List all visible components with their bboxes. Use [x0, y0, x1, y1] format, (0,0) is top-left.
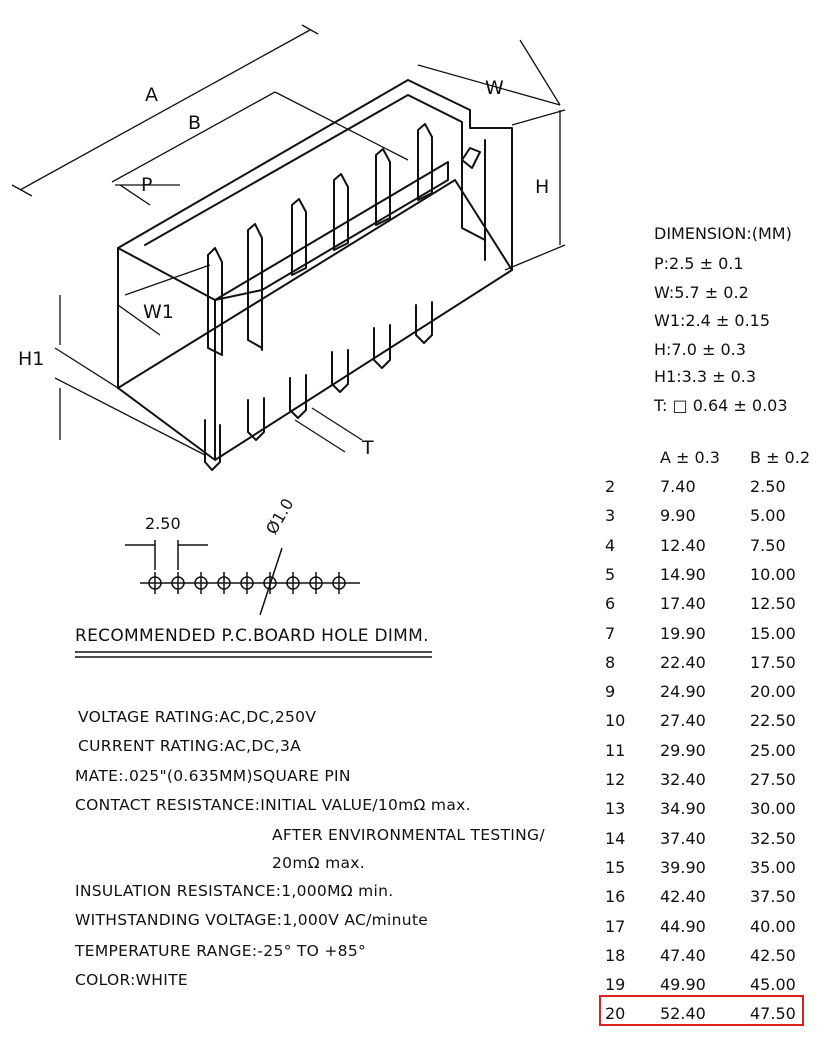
table-cell-positions: 13 [605, 799, 626, 819]
table-cell-a: 42.40 [660, 887, 706, 907]
table-cell-a: 9.90 [660, 506, 696, 526]
spec-contact-resistance-max: 20mΩ max. [272, 854, 365, 872]
housing-bottom-edge [118, 180, 512, 388]
table-cell-b: 20.00 [750, 682, 796, 702]
table-cell-positions: 9 [605, 682, 616, 702]
label-w: W [485, 77, 504, 99]
table-cell-b: 45.00 [750, 975, 796, 995]
table-cell-a: 52.40 [660, 1004, 706, 1024]
table-cell-b: 42.50 [750, 945, 796, 965]
table-cell-b: 35.00 [750, 857, 796, 877]
table-cell-positions: 12 [605, 770, 626, 789]
table-cell-b: 12.50 [750, 594, 796, 614]
table-cell-b: 7.50 [750, 535, 786, 555]
table-cell-b: 2.50 [750, 477, 786, 496]
table-cell-b: 10.00 [750, 564, 796, 584]
table-cell-positions: 11 [605, 740, 626, 760]
table-cell-a: 37.40 [660, 828, 706, 848]
hole-diameter-label: Ø1.0 [262, 495, 298, 538]
table-cell-a: 7.40 [660, 477, 696, 496]
label-t: T [362, 437, 374, 459]
table-cell-positions: 17 [605, 916, 626, 936]
hole-layout-title: RECOMMENDED P.C.BOARD HOLE DIMM. [75, 626, 429, 646]
table-cell-positions: 15 [605, 857, 626, 877]
table-cell-b: 22.50 [750, 711, 796, 731]
spec-current-rating: CURRENT RATING:AC,DC,3A [78, 737, 302, 755]
label-p: P [141, 174, 153, 196]
spec-color: COLOR:WHITE [75, 971, 188, 989]
table-cell-positions: 6 [605, 594, 616, 614]
housing-right-block [215, 110, 512, 460]
table-cell-positions: 14 [605, 828, 626, 848]
table-cell-a: 47.40 [660, 945, 706, 965]
dimension-p: P:2.5 ± 0.1 [654, 254, 744, 273]
table-cell-a: 44.90 [660, 916, 706, 936]
table-cell-positions: 20 [605, 1004, 626, 1024]
table-cell-positions: 7 [605, 623, 616, 643]
dimension-w: W:5.7 ± 0.2 [654, 283, 749, 302]
table-cell-a: 22.40 [660, 652, 706, 672]
table-header-b: B ± 0.2 [750, 448, 810, 467]
housing-latch [462, 148, 480, 168]
table-cell-b: 17.50 [750, 652, 796, 672]
table-cell-positions: 5 [605, 564, 616, 584]
dimension-h: H:7.0 ± 0.3 [654, 340, 746, 359]
upper-pins [208, 124, 432, 355]
table-cell-a: 24.90 [660, 682, 706, 702]
table-cell-a: 34.90 [660, 799, 706, 819]
table-cell-positions: 2 [605, 477, 616, 496]
spec-contact-resistance: CONTACT RESISTANCE:INITIAL VALUE/10mΩ max. [75, 796, 471, 814]
dimension-w1: W1:2.4 ± 0.15 [654, 311, 771, 330]
table-cell-b: 37.50 [750, 887, 796, 907]
table-cell-a: 39.90 [660, 857, 706, 877]
label-h: H [535, 176, 550, 198]
spec-withstanding-voltage: WITHSTANDING VOLTAGE:1,000V AC/minute [75, 911, 429, 929]
table-cell-positions: 16 [605, 887, 626, 907]
table-cell-b: 27.50 [750, 770, 796, 789]
table-cell-a: 32.40 [660, 770, 706, 789]
hole-pitch-label: 2.50 [145, 514, 181, 533]
table-cell-positions: 8 [605, 652, 616, 672]
spec-insulation-resistance: INSULATION RESISTANCE:1,000MΩ min. [75, 882, 394, 900]
table-cell-a: 17.40 [660, 594, 706, 614]
label-w1: W1 [143, 301, 174, 323]
table-cell-b: 32.50 [750, 828, 796, 848]
spec-voltage-rating: VOLTAGE RATING:AC,DC,250V [78, 708, 317, 726]
table-cell-b: 5.00 [750, 506, 786, 526]
table-cell-b: 47.50 [750, 1004, 796, 1024]
dimension-h1: H1:3.3 ± 0.3 [654, 367, 757, 386]
dimension-title: DIMENSION:(MM) [654, 224, 792, 243]
pcb-holes [149, 572, 345, 594]
table-cell-a: 14.90 [660, 564, 706, 584]
table-cell-a: 12.40 [660, 535, 706, 555]
spec-mate: MATE:.025"(0.635MM)SQUARE PIN [75, 767, 351, 785]
table-cell-b: 25.00 [750, 740, 796, 760]
table-cell-b: 15.00 [750, 623, 796, 643]
spec-contact-resistance-after: AFTER ENVIRONMENTAL TESTING/ [272, 826, 545, 844]
table-cell-positions: 3 [605, 506, 616, 526]
table-cell-positions: 10 [605, 711, 626, 731]
table-cell-positions: 4 [605, 535, 616, 555]
spec-temperature-range: TEMPERATURE RANGE:-25° TO +85° [75, 942, 367, 960]
table-cell-a: 27.40 [660, 711, 706, 731]
table-cell-b: 40.00 [750, 916, 796, 936]
table-header-a: A ± 0.3 [660, 448, 720, 467]
table-cell-b: 30.00 [750, 799, 796, 819]
label-h1: H1 [18, 348, 45, 370]
table-cell-positions: 18 [605, 945, 626, 965]
label-a: A [145, 84, 158, 106]
table-cell-a: 29.90 [660, 740, 706, 760]
table-cell-positions: 19 [605, 975, 626, 995]
label-b: B [188, 112, 202, 134]
table-cell-a: 19.90 [660, 623, 706, 643]
table-cell-a: 49.90 [660, 975, 706, 995]
dimension-t: T: □ 0.64 ± 0.03 [654, 396, 788, 415]
